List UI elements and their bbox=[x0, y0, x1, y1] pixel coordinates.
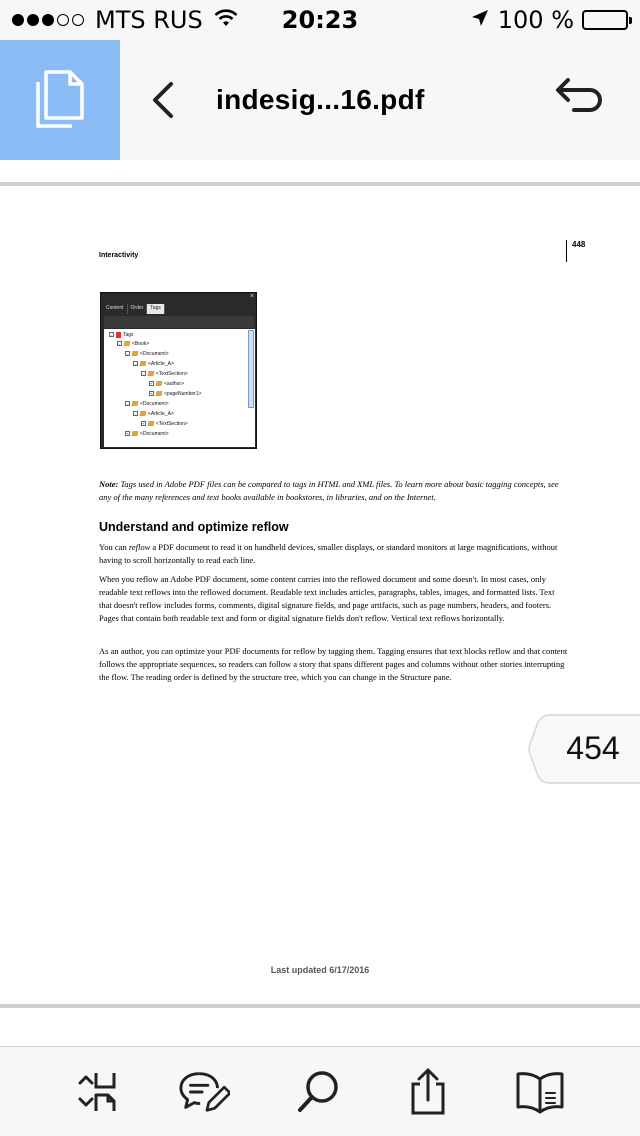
tree-row: - Tags bbox=[110, 332, 134, 338]
undo-icon bbox=[552, 76, 606, 120]
location-arrow-icon bbox=[470, 6, 490, 34]
battery-icon bbox=[582, 10, 628, 30]
page-corner-number: 448 bbox=[566, 240, 585, 262]
bottom-toolbar bbox=[0, 1046, 640, 1136]
top-toolbar bbox=[0, 40, 640, 160]
undo-button[interactable] bbox=[552, 76, 606, 120]
tree-row: + <author> bbox=[150, 381, 185, 387]
carrier-name: MTS RUS bbox=[95, 6, 203, 34]
bookmarks-button[interactable] bbox=[514, 1067, 566, 1117]
tree-row: - <Book> bbox=[118, 341, 150, 347]
tag-icon bbox=[148, 421, 155, 426]
page-counter[interactable]: 454 bbox=[566, 729, 620, 766]
note-paragraph bbox=[99, 478, 569, 504]
tree-row: - <TextSection> bbox=[142, 371, 188, 377]
annotate-button[interactable] bbox=[178, 1067, 230, 1117]
close-icon: × bbox=[249, 293, 254, 300]
reflow-button[interactable] bbox=[72, 1067, 124, 1117]
tree-row: - <Document> bbox=[126, 351, 169, 357]
tree-row: - <Article_A> bbox=[134, 361, 174, 367]
document-title: indesig...16.pdf bbox=[216, 84, 425, 115]
tag-icon bbox=[148, 371, 155, 376]
back-button[interactable] bbox=[145, 78, 181, 122]
body-paragraph-2: When you reflow an Adobe PDF document, some content carries into the reflowed document and some doesn't. In most cases, only readable text reflows into the reflowed document. Readable text includes articles, paragraphs, tables, images, and formatted lists. Text that doesn't reflow includes forms, comments, digital signature fields, and page artifacts, such as page numbers, headers, and footers. Pages that contain both readable text and form or digital signature fields don't reflow. Vertical text reflows horizontally. bbox=[99, 574, 555, 623]
body-paragraph-1: You can reflow a PDF document to read it on handheld devices, smaller displays, or standard monitors at large magnifications, without having to scroll horizontally to read each line. bbox=[99, 542, 558, 565]
tag-icon bbox=[132, 401, 139, 406]
page-top-divider bbox=[0, 182, 640, 186]
note-text: Tags used in Adobe PDF files can be compared to tags in HTML and XML files. To learn more about basic tagging concepts, see any of the many references and text books available in bookstores, in libraries, and on the Internet. bbox=[99, 479, 559, 502]
tree-row: - <Article_A> bbox=[134, 411, 174, 417]
annotate-icon bbox=[178, 1069, 230, 1115]
tree-row: + <Document> bbox=[126, 431, 169, 437]
tree-row: + <pageNumber1> bbox=[150, 391, 202, 397]
note-label: Note: bbox=[99, 479, 119, 489]
share-icon bbox=[405, 1068, 451, 1116]
reflow-icon bbox=[74, 1069, 122, 1115]
panel-tab-order: Order bbox=[128, 304, 148, 314]
panel-tabs bbox=[103, 304, 165, 314]
panel-tab-tags: Tags bbox=[147, 304, 165, 314]
battery-percent: 100 % bbox=[497, 6, 574, 34]
tree-row: - <Document> bbox=[126, 401, 169, 407]
tag-icon bbox=[132, 351, 139, 356]
share-button[interactable] bbox=[402, 1067, 454, 1117]
pdf-page[interactable] bbox=[0, 187, 640, 1005]
panel-tab-content: Content bbox=[103, 304, 128, 314]
page-footer: Last updated 6/17/2016 bbox=[270, 965, 370, 975]
tag-icon bbox=[124, 341, 131, 346]
tag-icon bbox=[140, 361, 147, 366]
tag-icon bbox=[140, 411, 147, 416]
tag-icon bbox=[132, 431, 139, 436]
body-paragraph-3: As an author, you can optimize your PDF documents for reflow by tagging them. Tagging ensures that text blocks reflow and that content follows the appropriate sequences, so readers can follow a story that spans different pages and columns without other stories interrupting the flow. The reading order is defined by the structure tree, which you can change in the Structure pane. bbox=[99, 646, 568, 682]
section-heading: Understand and optimize reflow bbox=[99, 520, 289, 534]
tag-icon bbox=[156, 391, 163, 396]
tag-tree bbox=[104, 329, 255, 447]
tags-panel-screenshot bbox=[100, 292, 257, 449]
pages-icon bbox=[32, 68, 88, 132]
bookmarks-icon bbox=[515, 1069, 565, 1115]
back-chevron-icon bbox=[145, 78, 181, 122]
clock: 20:23 bbox=[281, 6, 359, 34]
tag-icon bbox=[156, 381, 163, 386]
status-right bbox=[470, 6, 628, 34]
search-button[interactable] bbox=[292, 1067, 344, 1117]
panel-scrollbar bbox=[248, 330, 254, 408]
pages-button[interactable] bbox=[0, 40, 120, 160]
panel-options-bar bbox=[104, 316, 254, 328]
page-bottom-divider bbox=[0, 1004, 640, 1008]
pdf-file-icon bbox=[116, 332, 121, 338]
search-icon bbox=[295, 1069, 341, 1115]
running-head: Interactivity bbox=[99, 252, 139, 259]
tree-row: + <TextSection> bbox=[142, 421, 188, 427]
status-bar bbox=[0, 0, 640, 40]
